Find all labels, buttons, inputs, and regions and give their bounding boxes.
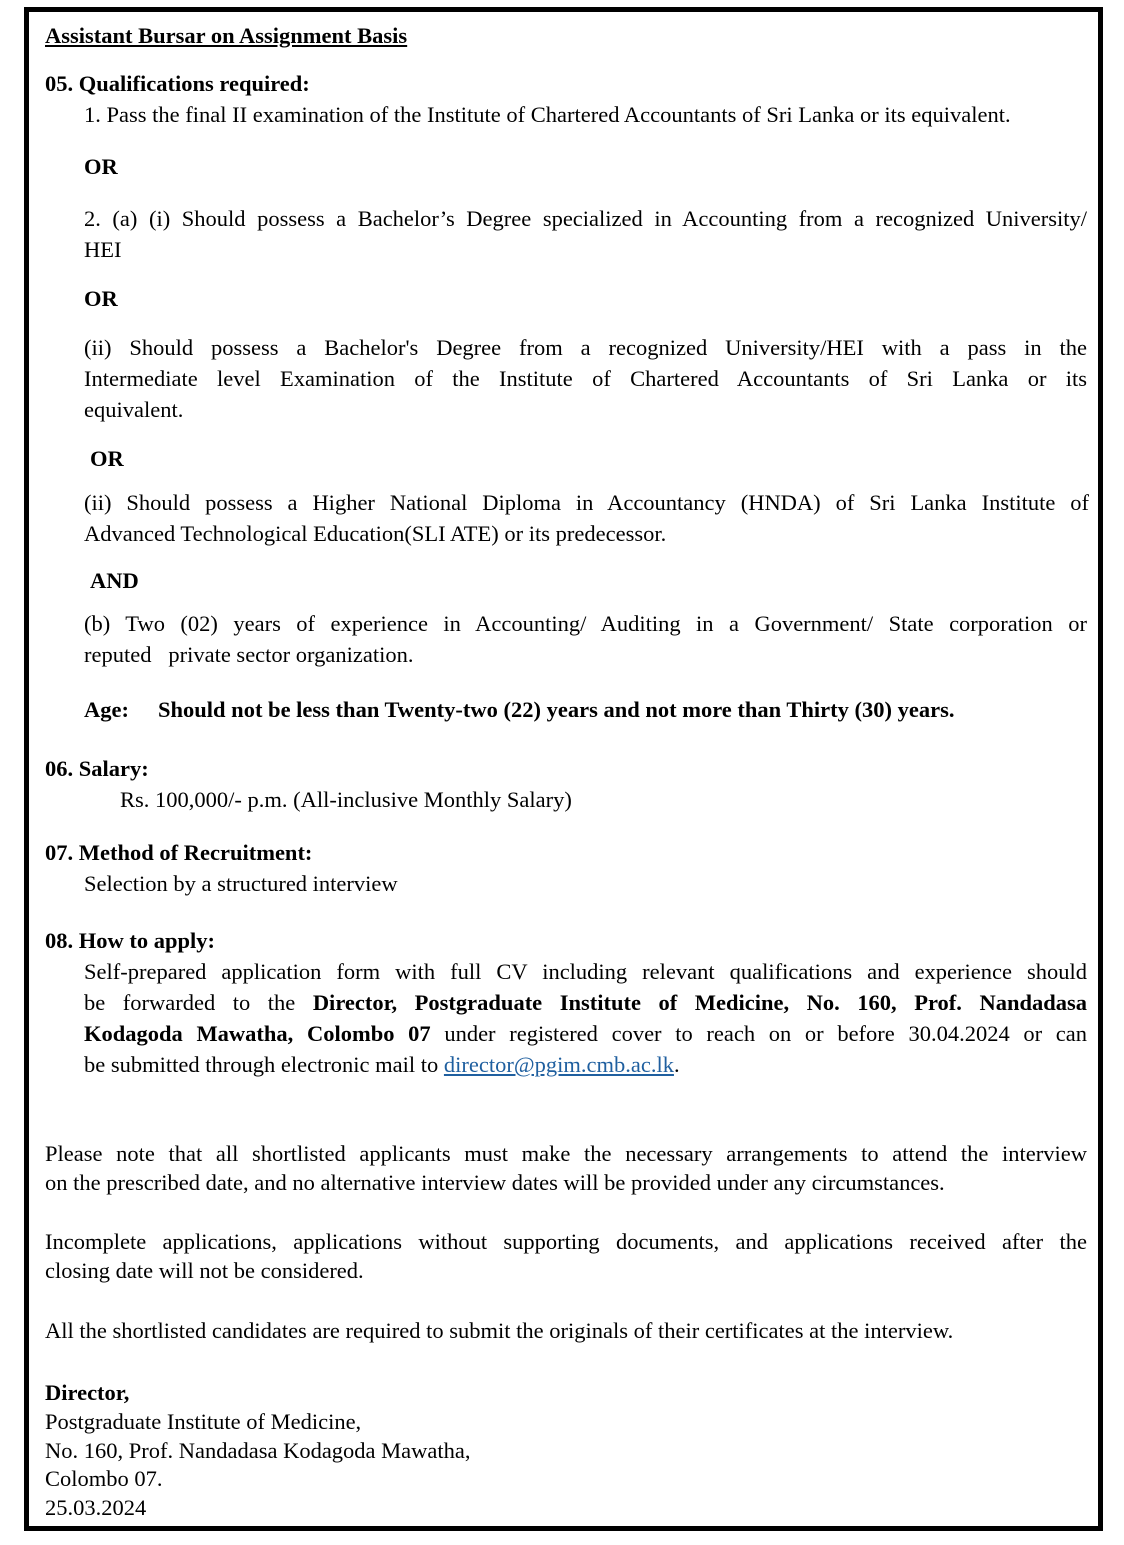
signature-date: 25.03.2024 <box>45 1495 147 1520</box>
signature-address-line1: No. 160, Prof. Nandadasa Kodagoda Mawatha, <box>45 1438 471 1463</box>
qualification-item-2a-ii-line3: equivalent. <box>84 397 184 422</box>
director-address-part1: Director, Postgraduate Institute of Medicine, No. 160, Prof. Nandadasa <box>312 990 1087 1015</box>
how-to-apply-line3 <box>84 1020 1087 1048</box>
signature-organization: Postgraduate Institute of Medicine, <box>45 1409 362 1434</box>
note-1-line2: on the prescribed date, and no alternative interview dates will be provided under any circumstances. <box>45 1170 945 1195</box>
qualification-item-1: 1. Pass the final II examination of the Institute of Chartered Accountants of Sri Lanka or its equivalent. <box>84 102 1011 127</box>
note-2-line1: Incomplete applications, applications without supporting documents, and applications received after the <box>45 1229 1087 1254</box>
note-3: All the shortlisted candidates are required to submit the originals of their certificates at the interview. <box>45 1318 954 1343</box>
how-to-apply-line4-end: . <box>673 1052 680 1077</box>
how-to-apply-line2-text: be forwarded to the <box>84 990 313 1015</box>
qualification-item-2a-iii-line2: Advanced Technological Education(SLI ATE) or its predecessor. <box>84 521 667 546</box>
or-separator-1: OR <box>84 154 118 179</box>
recruitment-method-text: Selection by a structured interview <box>84 871 398 896</box>
and-separator: AND <box>90 568 139 593</box>
note-1-line1: Please note that all shortlisted applicants must make the necessary arrangements to attend the interview <box>45 1141 1087 1166</box>
qualification-item-2a-ii-line1: (ii) Should possess a Bachelor's Degree from a recognized University/HEI with a pass in the <box>84 335 1087 360</box>
qualification-item-2a-iii-line1: (ii) Should possess a Higher National Diploma in Accountancy (HNDA) of Sri Lanka Institute of <box>84 490 1089 515</box>
qualification-item-2b-line2: reputed private sector organization. <box>84 642 414 667</box>
qualification-item-2a-ii-line2: Intermediate level Examination of the Institute of Chartered Accountants of Sri Lanka or its <box>84 366 1087 391</box>
or-separator-3: OR <box>90 446 124 471</box>
note-2-line2: closing date will not be considered. <box>45 1258 364 1283</box>
director-address-part2: Kodagoda Mawatha, Colombo 07 <box>84 1021 431 1046</box>
salary-text: Rs. 100,000/- p.m. (All-inclusive Monthly Salary) <box>120 787 572 812</box>
how-to-apply-line4-text: be submitted through electronic mail to <box>84 1052 444 1077</box>
qualification-item-2a-i-line2: HEI <box>84 237 122 262</box>
section-05-heading: 05. Qualifications required: <box>45 71 310 96</box>
signature-address-line2: Colombo 07. <box>45 1466 163 1491</box>
document-border <box>24 7 1103 1531</box>
qualification-item-2b-line1: (b) Two (02) years of experience in Accounting/ Auditing in a Government/ State corporation or <box>84 611 1087 636</box>
section-08-heading: 08. How to apply: <box>45 928 216 953</box>
director-email-link[interactable]: director@pgim.cmb.ac.lk <box>443 1052 674 1077</box>
how-to-apply-line3-text: under registered cover to reach on or before 30.04.2024 or can <box>430 1021 1087 1046</box>
or-separator-2: OR <box>84 286 118 311</box>
age-requirement: Should not be less than Twenty-two (22) years and not more than Thirty (30) years. <box>158 697 955 722</box>
qualification-item-2a-i-line1: 2. (a) (i) Should possess a Bachelor’s Degree specialized in Accounting from a recognized University/ <box>84 206 1087 231</box>
section-06-heading: 06. Salary: <box>45 756 149 781</box>
section-07-heading: 07. Method of Recruitment: <box>45 840 313 865</box>
signature-title: Director, <box>45 1380 130 1405</box>
page-title: Assistant Bursar on Assignment Basis <box>45 23 408 48</box>
how-to-apply-line4 <box>84 1051 680 1079</box>
how-to-apply-line2 <box>84 989 1087 1017</box>
age-label: Age: <box>84 697 129 722</box>
how-to-apply-line1: Self-prepared application form with full CV including relevant qualifications and experience should <box>84 959 1087 984</box>
